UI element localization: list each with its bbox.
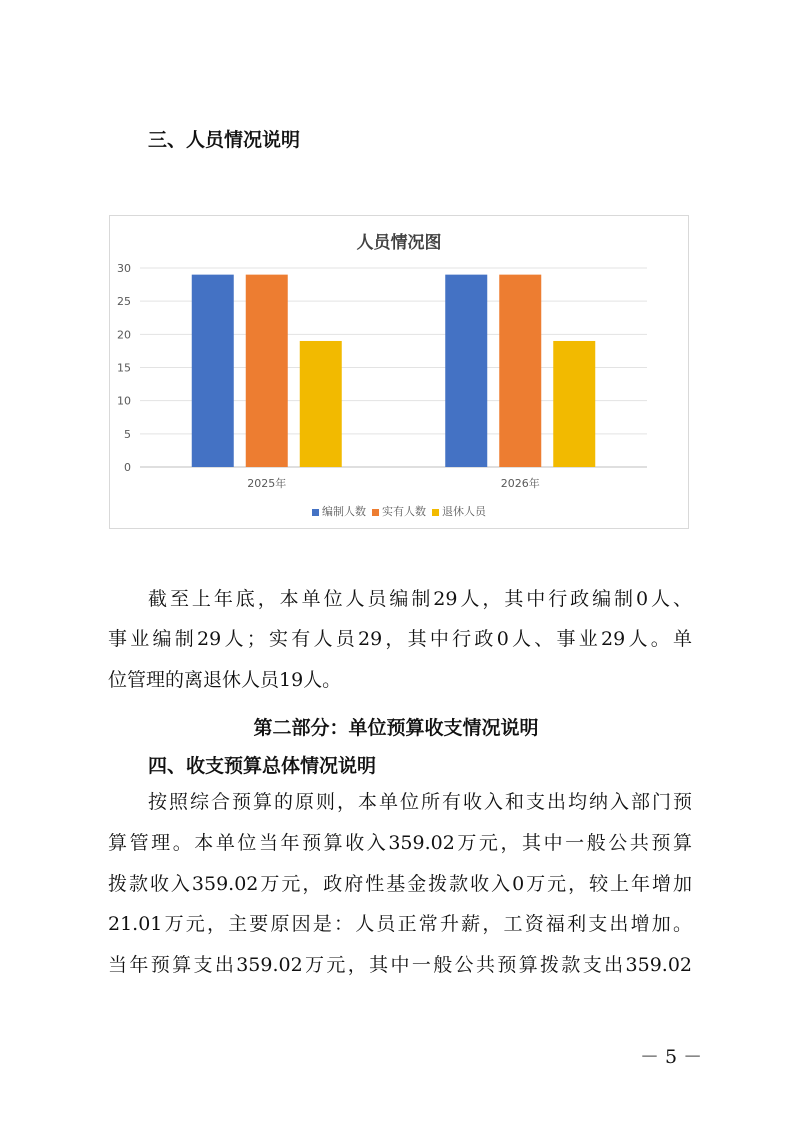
bar	[300, 341, 342, 467]
y-tick-label: 10	[117, 394, 131, 408]
chart-plot	[110, 216, 688, 528]
personnel-chart	[109, 215, 689, 529]
section-heading-personnel: 三、人员情况说明	[148, 129, 301, 151]
x-tick-label: 2026年	[500, 477, 540, 490]
paragraph-line: 当年预算支出359.02万元，其中一般公共预算拨款支出359.02	[108, 954, 692, 976]
legend-item	[432, 503, 486, 519]
chart-legend	[110, 503, 688, 519]
section-heading-budget: 四、收支预算总体情况说明	[148, 755, 377, 777]
legend-label: 退休人员	[442, 505, 486, 518]
legend-item	[312, 503, 366, 519]
paragraph-line: 位管理的离退休人员19人。	[108, 669, 342, 691]
paragraph-line: 21.01万元，主要原因是：人员正常升薪，工资福利支出增加。	[108, 913, 692, 935]
legend-swatch	[372, 509, 379, 516]
paragraph-line: 截至上年底，本单位人员编制29人，其中行政编制0人、	[148, 588, 692, 610]
legend-swatch	[312, 509, 319, 516]
chart-title: 人员情况图	[356, 233, 442, 253]
legend-label: 实有人数	[382, 505, 426, 518]
legend-item	[372, 503, 426, 519]
bar	[445, 275, 487, 467]
y-tick-label: 25	[117, 295, 131, 309]
paragraph-line: 事业编制29人；实有人员29，其中行政0人、事业29人。单	[108, 628, 692, 650]
bar	[192, 275, 234, 467]
bar	[246, 275, 288, 467]
legend-label: 编制人数	[322, 505, 366, 518]
y-tick-label: 30	[117, 262, 131, 275]
y-tick-label: 20	[117, 328, 131, 342]
bar	[499, 275, 541, 467]
x-tick-label: 2025年	[247, 477, 287, 490]
paragraph-line: 算管理。本单位当年预算收入359.02万元，其中一般公共预算	[108, 832, 692, 854]
part-two-heading: 第二部分：单位预算收支情况说明	[253, 717, 539, 739]
paragraph-line: 拨款收入359.02万元，政府性基金拨款收入0万元，较上年增加	[108, 873, 692, 895]
page-number: － 5 －	[640, 1046, 703, 1068]
paragraph-line: 按照综合预算的原则，本单位所有收入和支出均纳入部门预	[148, 791, 692, 813]
y-tick-label: 5	[124, 427, 131, 441]
y-tick-label: 15	[117, 361, 131, 375]
legend-swatch	[432, 509, 439, 516]
y-tick-label: 0	[124, 461, 131, 474]
bar	[553, 341, 595, 467]
